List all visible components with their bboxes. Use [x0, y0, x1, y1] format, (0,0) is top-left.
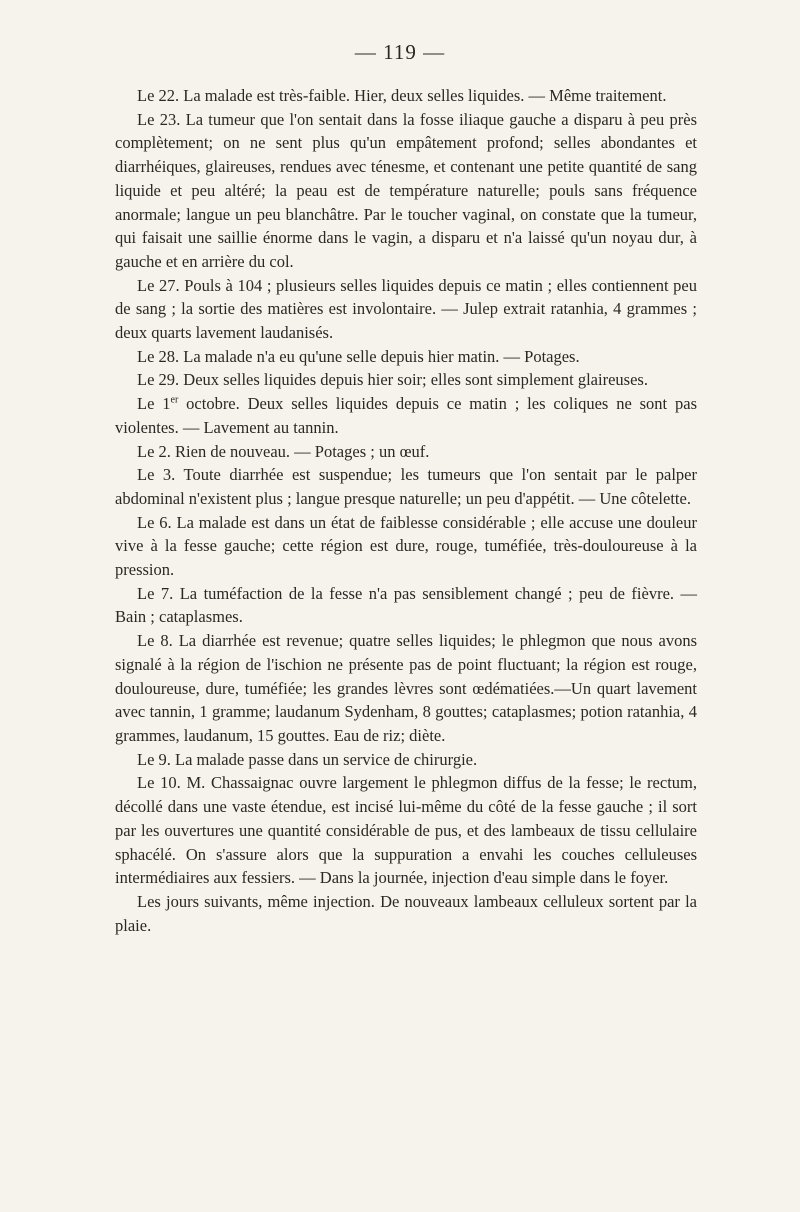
- page-number-header: — 119 —: [354, 40, 446, 64]
- paragraph: Le 9. La malade passe dans un service de chirurgie.: [137, 749, 478, 769]
- paragraph: Le 22. La malade est très-faible. Hier, deux selles liquides. — Même traitement.: [137, 86, 667, 105]
- paragraph: Le 2. Rien de nouveau. — Potages ; un œuf.: [137, 441, 430, 461]
- paragraph: Le 10. M. Chassaignac ouvre largement le phlegmon diffus de la fesse; le rectum, décollé dans une vaste étendue, est incisé lui-même du côté de la fesse gauche ; il sort par les ouvertures une quantité considérable de pus, et des lambeaux de tissu cellulaire sphacélé. On s'assure alors que la suppuration a envahi les couches celluleuses intermédiaires aux fessiers. — Dans la journée, injection d'eau simple dans le foyer.: [115, 773, 697, 888]
- paragraph: Le 3. Toute diarrhée est suspendue; les tumeurs que l'on sentait par le palper abdominal n'existent plus ; langue presque naturelle; un peu d'appétit. — Une côtelette.: [115, 465, 697, 508]
- paragraph: Le 8. La diarrhée est revenue; quatre selles liquides; le phlegmon que nous avons signalé à la région de l'ischion ne présente pas de point fluctuant; la région est rouge, douloureuse, dure, tuméfiée; les grandes lèvres sont œdématiées.—Un quart lavement avec tannin, 1 gramme; laudanum Sydenham, 8 gouttes; cataplasmes; potion ratanhia, 4 grammes, laudanum, 15 gouttes. Eau de riz; diète.: [115, 631, 697, 745]
- paragraph: Le 27. Pouls à 104 ; plusieurs selles liquides depuis ce matin ; elles contiennent peu de sang ; la sortie des matières est involontaire. — Julep extrait ratanhia, 4 grammes ; deux quarts lavement laudanisés.: [115, 275, 697, 343]
- body-text: [115, 84, 697, 937]
- paragraph: Le 6. La malade est dans un état de faiblesse considérable ; elle accuse une douleur vive à la fesse gauche; cette région est dure, rouge, tuméfiée, très-douloureuse à la pression.: [115, 512, 697, 580]
- paragraph: Les jours suivants, même injection. De nouveaux lambeaux celluleux sortent par la plaie.: [115, 891, 697, 935]
- paragraph: Le 23. La tumeur que l'on sentait dans la fosse iliaque gauche a disparu à peu près complètement; on ne sent plus qu'un empâtement profond; selles abondantes et diarrhéiques, glaireuses, rendues avec ténesme, et contenant une petite quantité de sang liquide et peu altéré; la peau est de température naturelle; pouls sans fréquence anormale; langue un peu blanchâtre. Par le toucher vaginal, on constate que la tumeur, qui faisait une saillie énorme dans le vagin, a disparu et n'a laissé qu'un noyau dur, à gauche et en arrière du col.: [115, 109, 697, 271]
- paragraph: Le 28. La malade n'a eu qu'une selle depuis hier matin. — Potages.: [137, 346, 580, 366]
- paragraph: Le 7. La tuméfaction de la fesse n'a pas sensiblement changé ; peu de fièvre. — Bain ; cataplasmes.: [115, 583, 697, 627]
- paragraph: Le 1er octobre. Deux selles liquides depuis ce matin ; les coliques ne sont pas violentes. — Lavement au tannin.: [115, 394, 697, 437]
- paragraph: Le 29. Deux selles liquides depuis hier soir; elles sont simplement glaireuses.: [137, 370, 648, 390]
